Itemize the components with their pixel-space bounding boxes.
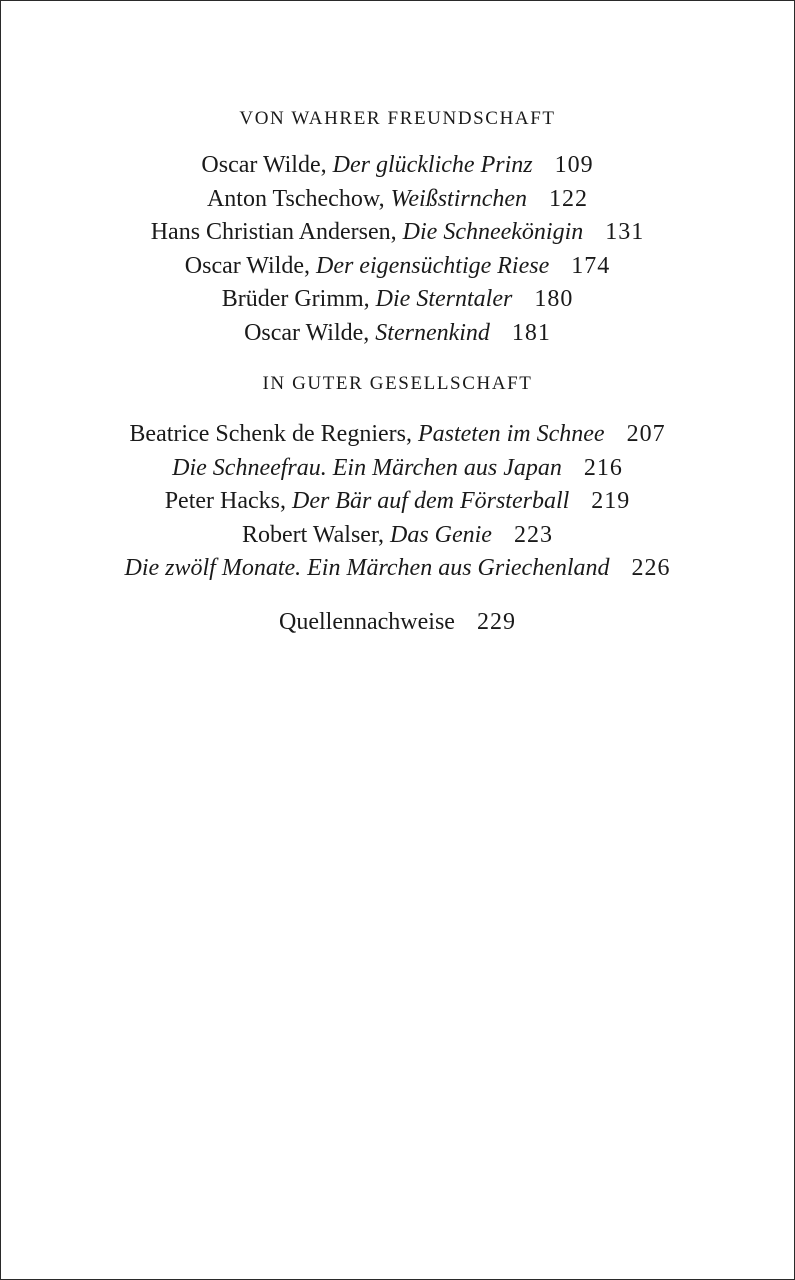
entry-page-number: 180 bbox=[534, 286, 574, 312]
entry-page-number: 226 bbox=[631, 555, 671, 581]
entry-title: Die Schneefrau. Ein Märchen aus Japan bbox=[172, 454, 562, 481]
entry-author: Robert Walser, bbox=[242, 521, 390, 548]
entry-author: Peter Hacks, bbox=[164, 488, 292, 514]
entry-title: Weißstirnchen bbox=[390, 185, 528, 212]
entry-page-number: 109 bbox=[554, 152, 594, 178]
entry-title: Die zwölf Monate. Ein Märchen aus Griechenland bbox=[124, 555, 610, 581]
entry-page-number: 207 bbox=[626, 421, 666, 447]
entry-title: Die Sterntaler bbox=[375, 286, 513, 312]
toc-entry bbox=[1, 452, 794, 486]
entry-page-number: 219 bbox=[591, 488, 631, 514]
toc-entry bbox=[1, 485, 794, 519]
section-heading: IN GUTER GESELLSCHAFT bbox=[262, 373, 533, 394]
toc-entry bbox=[1, 283, 794, 317]
entry-author: Oscar Wilde, bbox=[244, 319, 376, 346]
entry-author: Brüder Grimm, bbox=[221, 286, 376, 312]
entry-page-number: 131 bbox=[605, 219, 645, 245]
entry-page-number: 174 bbox=[571, 252, 611, 279]
entry-title: Das Genie bbox=[389, 521, 492, 548]
toc-entry bbox=[1, 552, 794, 586]
entry-title: Der glückliche Prinz bbox=[332, 152, 533, 178]
entry-title: Die Schneekönigin bbox=[402, 219, 584, 245]
toc-entry bbox=[1, 183, 794, 217]
toc-entry bbox=[1, 418, 794, 452]
entry-author: Anton Tschechow, bbox=[206, 185, 391, 212]
entry-title: Der eigensüchtige Riese bbox=[315, 252, 550, 279]
entry-page-number: 122 bbox=[549, 185, 589, 212]
entry-page-number: 216 bbox=[583, 454, 623, 481]
toc-entry bbox=[1, 317, 794, 351]
entry-author: Beatrice Schenk de Regniers, bbox=[129, 421, 418, 447]
entry-author: Oscar Wilde, bbox=[184, 252, 316, 279]
entry-title: Pasteten im Schnee bbox=[417, 421, 605, 447]
entry-title: Der Bär auf dem Försterball bbox=[291, 488, 570, 514]
toc-entry bbox=[1, 250, 794, 284]
toc-appendix-entry bbox=[1, 606, 794, 640]
entry-page-number: 181 bbox=[511, 319, 551, 346]
toc-entry bbox=[1, 519, 794, 553]
entry-author: Oscar Wilde, bbox=[201, 152, 333, 178]
entry-author: Hans Christian Andersen, bbox=[150, 219, 403, 245]
entry-page-number: 223 bbox=[513, 521, 553, 548]
entry-title: Sternenkind bbox=[375, 319, 490, 346]
appendix-label: Quellennachweise bbox=[279, 608, 455, 635]
section-heading: VON WAHRER FREUNDSCHAFT bbox=[239, 108, 556, 129]
toc-entry bbox=[1, 216, 794, 250]
toc-entry bbox=[1, 149, 794, 183]
table-of-contents bbox=[1, 101, 794, 639]
entry-page-number: 229 bbox=[476, 608, 516, 635]
